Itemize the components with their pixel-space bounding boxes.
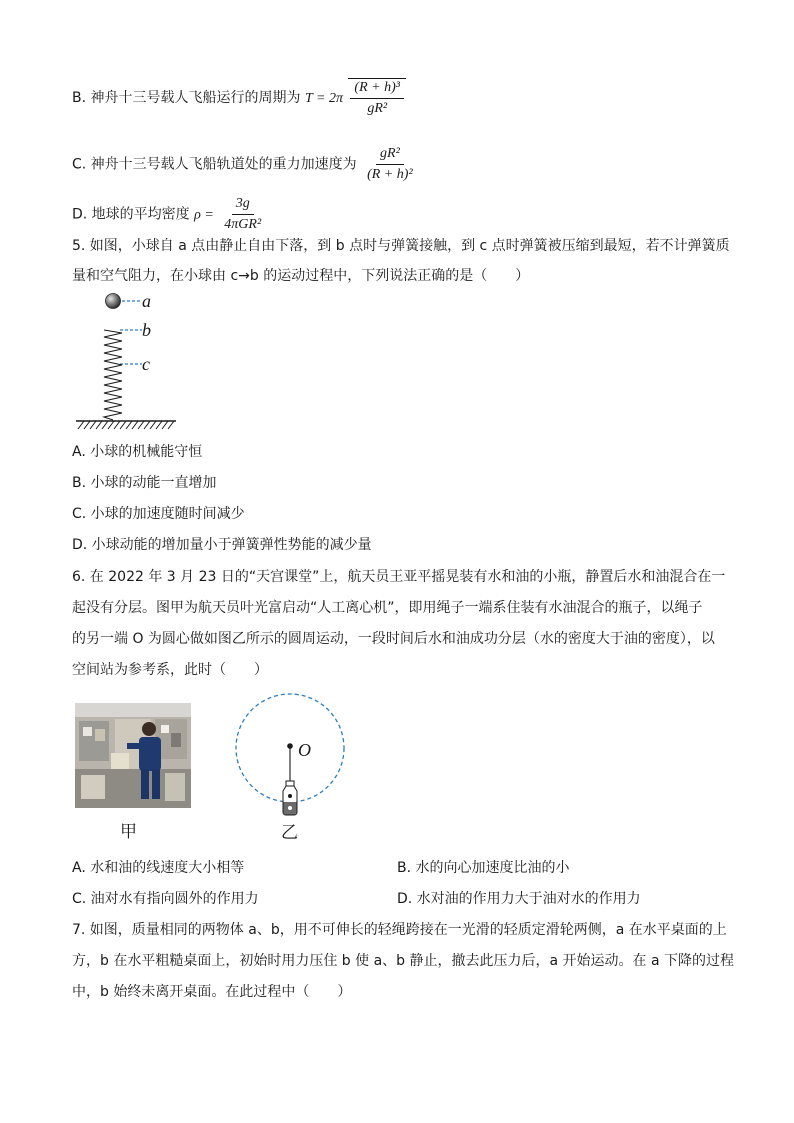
- q6-stem-line4: 空间站为参考系，此时（ ）: [72, 662, 268, 678]
- label-O: O: [298, 740, 311, 760]
- label-b: b: [142, 320, 151, 340]
- label-a: a: [142, 291, 151, 311]
- q7-stem-line1: 7. 如图，质量相同的两物体 a、b，用不可伸长的轻绳跨接在一光滑的轻质定滑轮两侧，a 在水平桌面的上: [72, 922, 727, 938]
- q5-option-b: B. 小球的动能一直增加: [72, 475, 217, 491]
- q4-option-b-fraction: [350, 79, 404, 118]
- caption-yi: 乙: [281, 823, 298, 843]
- q5-option-c: C. 小球的加速度随时间减少: [72, 506, 245, 522]
- q4-option-b-formula-lhs: T = 2π: [304, 91, 343, 106]
- q5-option-a: A. 小球的机械能守恒: [72, 444, 203, 460]
- q7-stem-line3: 中，b 始终未离开桌面。在此过程中（ ）: [72, 984, 352, 1000]
- q4-option-d-text: D. 地球的平均密度: [72, 206, 190, 223]
- q4-option-b-text: B. 神舟十三号载人飞船运行的周期为: [72, 90, 301, 106]
- q4-option-d-fraction: [220, 195, 265, 234]
- q6-diagram-yi: [232, 692, 350, 820]
- q5-spring-figure: [72, 288, 212, 433]
- center-point: [287, 743, 293, 749]
- q6-photo-jia: [75, 703, 191, 808]
- q4-option-b-denominator: gR²: [367, 101, 388, 116]
- ground-hatch: [78, 421, 174, 429]
- q4-option-b-sqrt: [348, 78, 406, 118]
- bottle-icon: [283, 781, 297, 815]
- q6-stem-line2: 起没有分层。图甲为航天员叶光富启动“人工离心机”，即用绳子一端系住装有水油混合的瓶子，以绳子: [72, 600, 703, 616]
- q6-stem-line1: 6. 在 2022 年 3 月 23 日的“天宫课堂”上，航天员王亚平摇晃装有水和油的小瓶，静置后水和油混合在一: [72, 569, 726, 585]
- q4-option-d-numerator: 3g: [232, 195, 254, 215]
- q7-stem-line2: 方，b 在水平粗糙桌面上，初始时用力压住 b 使 a、b 静止，撤去此压力后，a 开始运动。在 a 下降的过程: [72, 953, 734, 969]
- ball: [106, 294, 121, 309]
- label-c: c: [142, 354, 150, 374]
- spring: [104, 330, 122, 420]
- q4-option-b-numerator: (R + h)³: [350, 79, 404, 99]
- q4-option-c-numerator: gR²: [376, 145, 404, 165]
- q4-option-c-denominator: (R + h)²: [367, 167, 413, 182]
- q5-stem-line2: 量和空气阻力，在小球由 c→b 的运动过程中，下列说法正确的是（ ）: [72, 268, 530, 284]
- q4-option-c-fraction: [363, 145, 417, 184]
- q4-option-b: [72, 78, 406, 118]
- q5-option-d: D. 小球动能的增加量小于弹簧弹性势能的减少量: [72, 537, 372, 553]
- q6-option-c: C. 油对水有指向圆外的作用力: [72, 891, 259, 907]
- q6-option-a: A. 水和油的线速度大小相等: [72, 860, 245, 876]
- q4-option-d: [72, 195, 267, 234]
- caption-jia: 甲: [120, 822, 137, 842]
- q4-option-d-formula-lhs: ρ =: [194, 207, 214, 223]
- q6-stem-line3: 的另一端 O 为圆心做如图乙所示的圆周运动，一段时间后水和油成功分层（水的密度大于油的密度），以: [72, 631, 715, 647]
- q4-option-c-text: C. 神舟十三号载人飞船轨道处的重力加速度为: [72, 156, 357, 173]
- q4-option-d-denominator: 4πGR²: [224, 217, 262, 232]
- q6-option-d: D. 水对油的作用力大于油对水的作用力: [397, 891, 641, 907]
- q5-stem-line1: 5. 如图，小球自 a 点由静止自由下落，到 b 点时与弹簧接触，到 c 点时弹簧被压缩到最短，若不计弹簧质: [72, 238, 730, 254]
- q6-option-b: B. 水的向心加速度比油的小: [397, 860, 570, 876]
- q4-option-c: [72, 145, 419, 184]
